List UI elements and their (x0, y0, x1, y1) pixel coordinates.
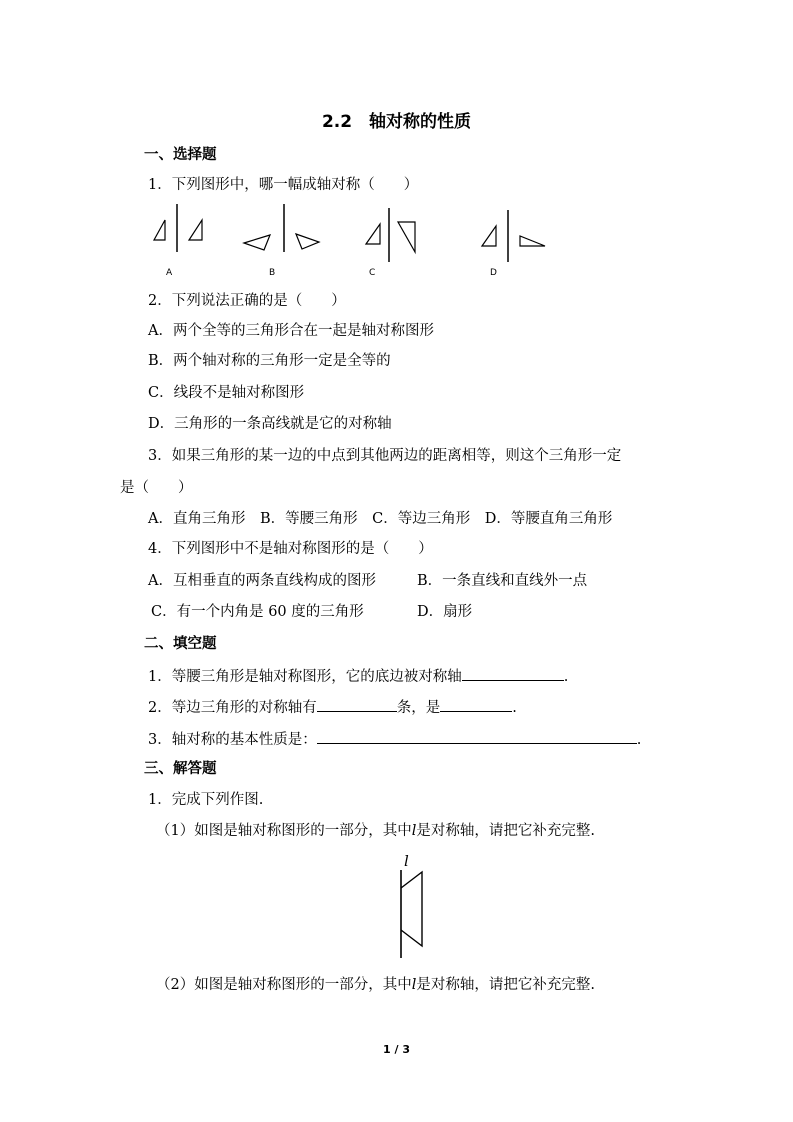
fill-q3-text: 3．轴对称的基本性质是： (148, 732, 317, 748)
fill-q1-text: 1．等腰三角形是轴对称图形，它的底边被对称轴 (148, 669, 462, 685)
axis-figure (392, 850, 438, 962)
q2-option-a: A．两个全等的三角形合在一起是轴对称图形 (148, 323, 434, 339)
question-2: 2．下列说法正确的是（ ） (148, 293, 346, 309)
part-2-variable: l (411, 977, 417, 993)
fill-q2-end: . (512, 700, 517, 716)
fill-q3-end: . (636, 732, 642, 748)
q4-option-c: C．有一个内角是 60 度的三角形 (151, 604, 364, 620)
figure-b (240, 200, 324, 256)
section-fill: 二、填空题 (144, 636, 217, 652)
part-2-suffix: 是对称轴，请把它补充完整. (416, 977, 595, 993)
q2-option-b: B．两个轴对称的三角形一定是全等的 (148, 353, 391, 369)
fill-question-1 (148, 666, 568, 686)
part-1-variable: l (411, 823, 417, 839)
part-1-suffix: 是对称轴，请把它补充完整. (416, 823, 595, 839)
q3-options: A．直角三角形 B．等腰三角形 C．等边三角形 D．等腰直角三角形 (148, 511, 613, 527)
fill-q2-mid: 条，是 (396, 700, 441, 716)
fill-q1-end: . (563, 669, 569, 685)
fill-q3-blank[interactable] (317, 729, 637, 744)
axis-label: l (404, 852, 409, 870)
fill-q2-blank-1[interactable] (317, 697, 397, 712)
fill-q2-text: 2．等边三角形的对称轴有 (148, 700, 317, 716)
question-3-line2: 是（ ） (120, 480, 193, 496)
figure-c (360, 200, 422, 264)
answer-question-1: 1．完成下列作图. (148, 792, 264, 808)
q2-option-d: D．三角形的一条高线就是它的对称轴 (148, 416, 392, 432)
fill-q1-blank[interactable] (462, 666, 564, 681)
fill-question-2 (148, 697, 517, 717)
figure-c-label: C (369, 268, 376, 278)
figure-a (150, 200, 210, 256)
q4-option-d: D．扇形 (417, 604, 473, 620)
figure-d-label: D (490, 268, 497, 278)
answer-part-2 (156, 976, 595, 994)
q4-option-b: B．一条直线和直线外一点 (417, 573, 588, 589)
page-title: 2.2 轴对称的性质 (321, 112, 472, 132)
fill-q2-blank-2[interactable] (440, 697, 512, 712)
answer-part-1 (156, 822, 595, 840)
figure-a-label: A (166, 268, 173, 278)
section-answer: 三、解答题 (144, 761, 217, 777)
part-1-prefix: （1）如图是轴对称图形的一部分，其中 (156, 823, 412, 839)
part-2-prefix: （2）如图是轴对称图形的一部分，其中 (156, 977, 412, 993)
fill-question-3 (148, 729, 641, 749)
page-number: 1 / 3 (383, 1043, 410, 1056)
q4-option-a: A．互相垂直的两条直线构成的图形 (148, 573, 376, 589)
question-4: 4．下列图形中不是轴对称图形的是（ ） (148, 541, 433, 557)
question-1: 1．下列图形中，哪一幅成轴对称（ ） (148, 177, 419, 193)
section-choice: 一、选择题 (144, 147, 217, 163)
question-3-line1: 3．如果三角形的某一边的中点到其他两边的距离相等，则这个三角形一定 (148, 448, 622, 464)
figure-d (478, 200, 550, 264)
figure-b-label: B (269, 268, 276, 278)
q2-option-c: C．线段不是轴对称图形 (148, 385, 305, 401)
